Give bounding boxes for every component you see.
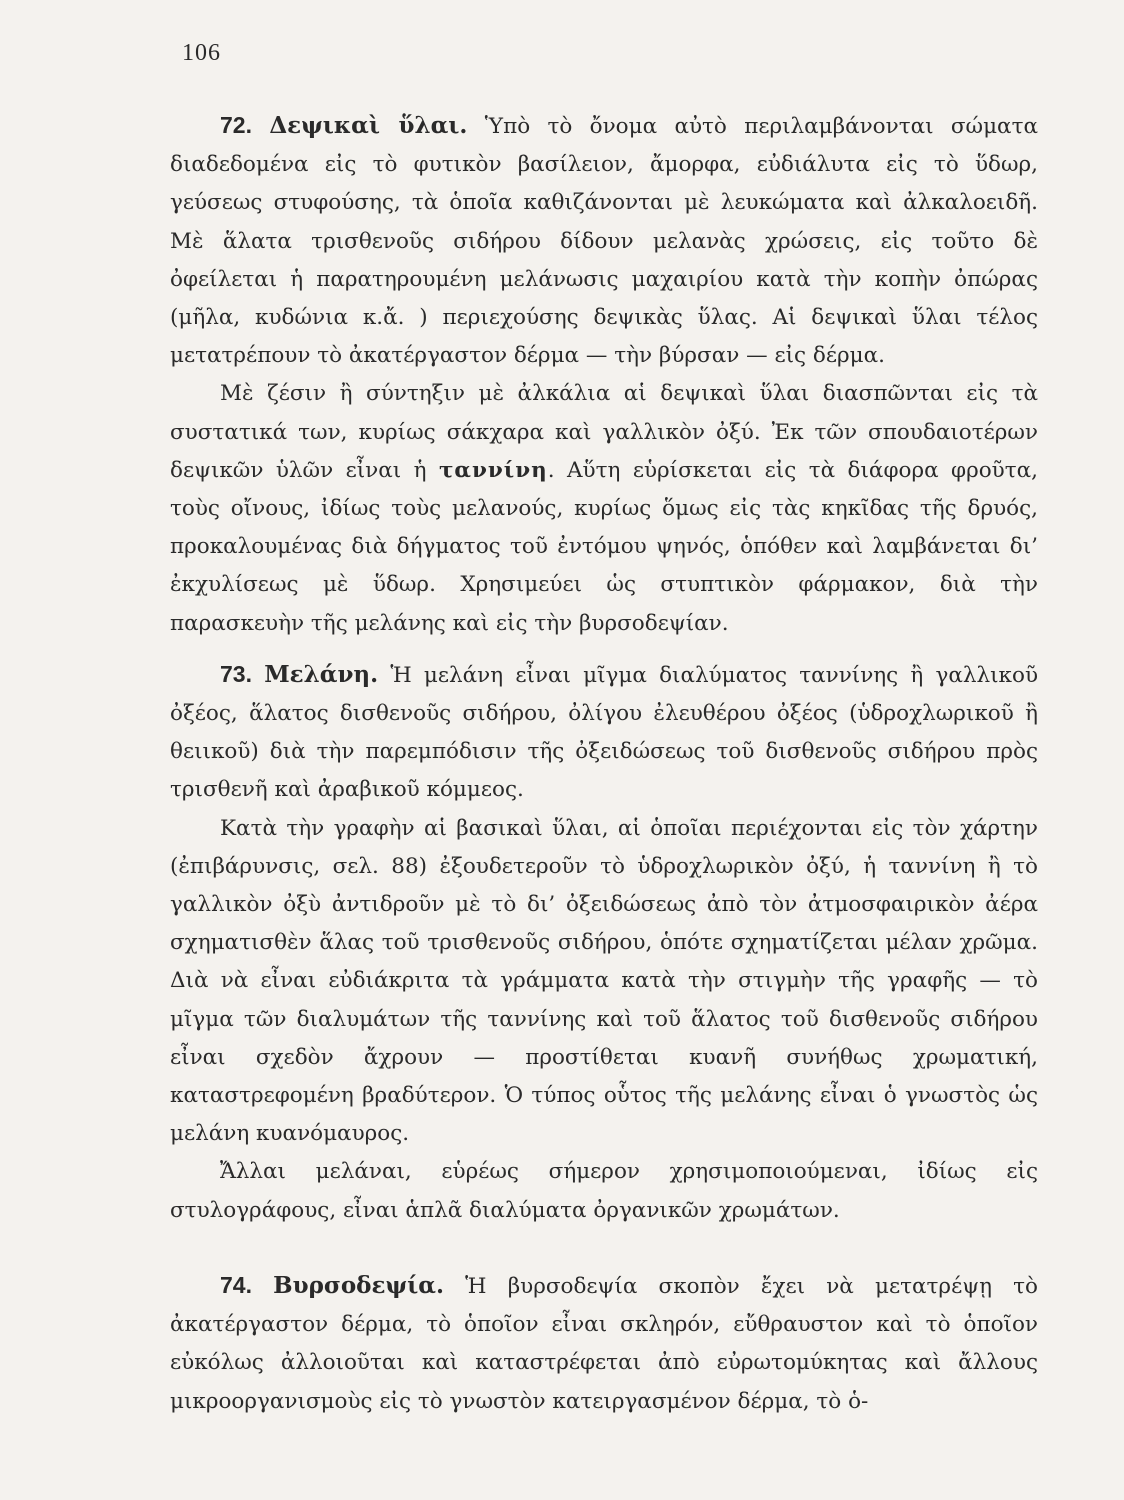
- section-73-number: 73.: [220, 660, 252, 687]
- section-72-paragraph-1: [170, 106, 1038, 375]
- section-72-text-2b: . Αὕτη εὑρίσκεται εἰς τὰ διάφορα φροῦτα, τοὺς οἴνους, ἰδίως τοὺς μελανούς, κυρίως ὅμως εἰς τὰς κηκῖδας τῆς δρυός, προκαλουμένας διὰ δήγματος τοῦ ἐντόμου ψηνός, ὁπόθεν καὶ λαμβάνεται δι’ ἐκχυλίσεως μὲ ὕδωρ. Χρησιμεύει ὡς στυπτικὸν φάρμακον, διὰ τὴν παρασκευὴν τῆς μελάνης καὶ εἰς τὴν βυρσοδεψίαν.: [170, 457, 1038, 636]
- page-number: 106: [182, 40, 221, 66]
- section-73-paragraph-2: [170, 810, 1038, 1154]
- section-74-text-1: Ἡ βυρσοδεψία σκοπὸν ἔχει νὰ μετατρέψῃ τὸ ἀκατέργαστον δέρμα, τὸ ὁποῖον εἶναι σκληρόν, εὔθραυστον καὶ τὸ ὁποῖον εὐκόλως ἀλλοιοῦται καὶ καταστρέφεται ἀπὸ εὐρωτομύκητας καὶ ἄλλους μικροοργανισμοὺς εἰς τὸ γνωστὸν κατειργασμένον δέρμα, τὸ ὁ-: [170, 1273, 1038, 1414]
- section-74-title: Βυρσοδεψία.: [273, 1271, 444, 1299]
- section-74-paragraph-1: [170, 1266, 1038, 1421]
- section-73-title: Μελάνη.: [264, 660, 379, 688]
- section-73-text-1: Ἡ μελάνη εἶναι μῖγμα διαλύματος ταννίνης ἢ γαλλικοῦ ὀξέος, ἅλατος δισθενοῦς σιδήρου, ὀλίγου ἐλευθέρου ὀξέος (ὑδροχλωρικοῦ ἢ θειικοῦ) διὰ τὴν παρεμπόδισιν τῆς ὀξειδώσεως τοῦ δισθενοῦς σιδήρου πρὸς τρισθενῆ καὶ ἀραβικοῦ κόμμεος.: [170, 662, 1039, 803]
- section-73-text-2: Κατὰ τὴν γραφὴν αἱ βασικαὶ ὕλαι, αἱ ὁποῖαι περιέχονται εἰς τὸν χάρτην (ἐπιβάρυνσις, σελ. 88) ἐξουδετεροῦν τὸ ὑδροχλωρικὸν ὀξύ, ἡ ταννίνη ἢ τὸ γαλλικὸν ὀξὺ ἀντιδροῦν μὲ τὸ δι’ ὀξειδώσεως ἀπὸ τὸν ἀτμοσφαιρικὸν ἀέρα σχηματισθὲν ἅλας τοῦ τρισθενοῦς σιδήρου, ὁπότε σχηματίζεται μέλαν χρῶμα. Διὰ νὰ εἶναι εὐδιάκριτα τὰ γράμματα κατὰ τὴν στιγμὴν τῆς γραφῆς — τὸ μῖγμα τῶν διαλυμάτων τῆς ταννίνης καὶ τοῦ ἅλατος τοῦ δισθενοῦς σιδήρου εἶναι σχεδὸν ἄχρουν — προστίθεται κυανῆ συνήθως χρωματική, καταστρεφομένη βραδύτερον. Ὁ τύπος οὗτος τῆς μελάνης εἶναι ὁ γνωστὸς ὡς μελάνη κυανόμαυρος.: [170, 815, 1038, 1147]
- section-72-number: 72.: [220, 112, 252, 138]
- tannin-term: ταννίνη: [438, 457, 548, 483]
- section-72-title: Δεψικαὶ ὕλαι.: [269, 112, 468, 139]
- body-text: [170, 106, 1038, 1421]
- section-73-paragraph-1: [170, 655, 1038, 810]
- section-72-text-1: Ὑπὸ τὸ ὄνομα αὐτὸ περιλαμβάνονται σώματα διαδεδομένα εἰς τὸ φυτικὸν βασίλειον, ἄμορφα, εὐδιάλυτα εἰς τὸ ὕδωρ, γεύσεως στυφούσης, τὰ ὁποῖα καθιζάνονται μὲ λευκώματα καὶ ἀλκαλοειδῆ. Μὲ ἅλατα τρισθενοῦς σιδήρου δίδουν μελανὰς χρώσεις, εἰς τοῦτο δὲ ὀφείλεται ἡ παρατηρουμένη μελάνωσις μαχαιρίου κατὰ τὴν κοπὴν ὀπώρας (μῆλα, κυδώνια κ.ἄ. ) περιεχούσης δεψικὰς ὕλας. Αἱ δεψικαὶ ὕλαι τέλος μετατρέπουν τὸ ἀκατέργαστον δέρμα — τὴν βύρσαν — εἰς δέρμα.: [170, 114, 1038, 369]
- section-73-text-3: Ἄλλαι μελάναι, εὑρέως σήμερον χρησιμοποιούμεναι, ἰδίως εἰς στυλογράφους, εἶναι ἁπλᾶ διαλύματα ὀργανικῶν χρωμάτων.: [170, 1159, 1038, 1223]
- section-74-number: 74.: [220, 1271, 252, 1298]
- section-72-text-2a: Μὲ ζέσιν ἢ σύντηξιν μὲ ἀλκάλια αἱ δεψικαὶ ὕλαι διασπῶνται εἰς τὰ συστατικά των, κυρίως σάκχαρα καὶ γαλλικὸν ὀξύ. Ἐκ τῶν σπουδαιοτέρων δεψικῶν ὑλῶν εἶναι ἡ: [170, 381, 1038, 483]
- section-73-paragraph-3: [170, 1153, 1038, 1229]
- section-72-paragraph-2: [170, 375, 1038, 642]
